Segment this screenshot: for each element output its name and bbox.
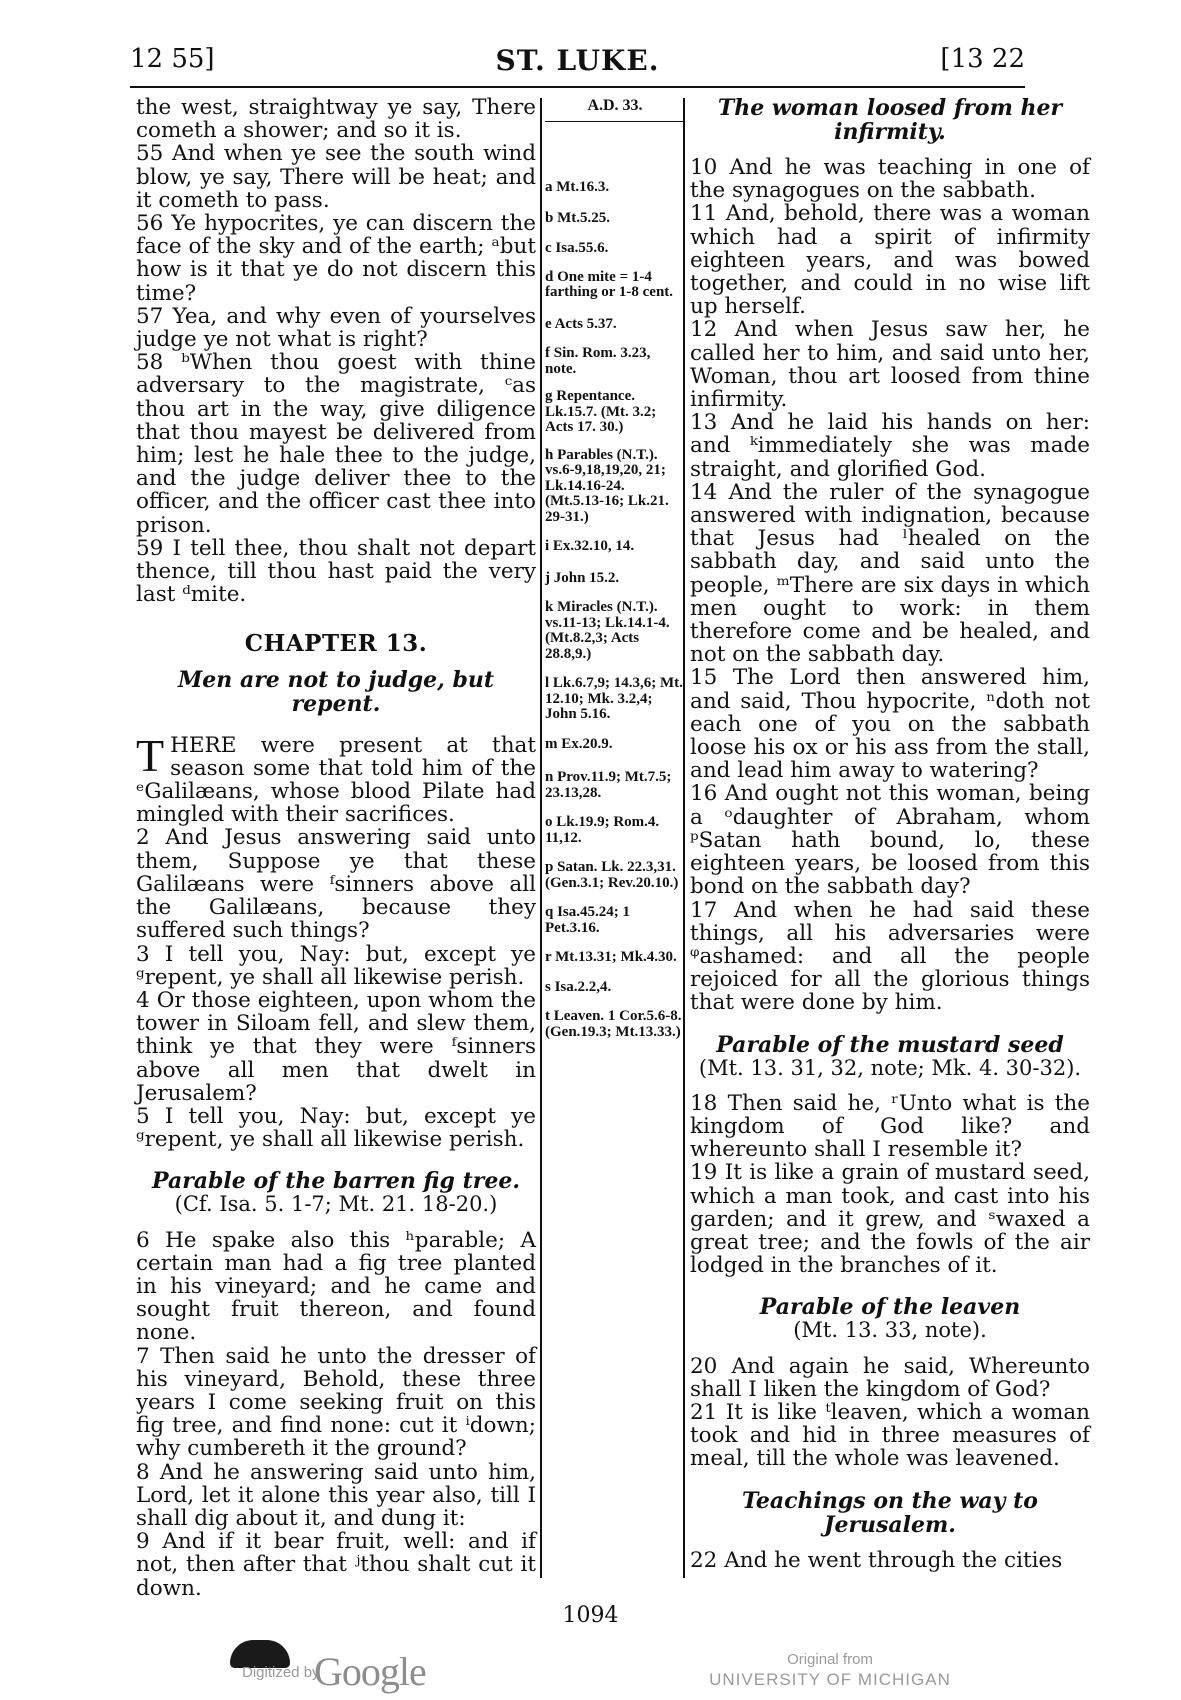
margin-note: t Leaven. 1 Cor.5.6-8. (Gen.19.3; Mt.13.33.) xyxy=(545,1008,682,1040)
margin-note: e Acts 5.37. xyxy=(545,315,617,332)
margin-note: k Miracles (N.T.). vs.11-13; Lk.14.1-4. (Mt.8.2,3; Acts 28.8,9.) xyxy=(545,599,670,662)
google-logo: Google xyxy=(314,1649,426,1694)
margin-note: s Isa.2.2,4. xyxy=(545,978,612,995)
verse-text: 10 And he was teaching in one of the synagogues on the sabbath. xyxy=(690,155,1090,204)
margin-note: c Isa.55.6. xyxy=(545,240,609,256)
verse-text: the west, straightway ye say, There cometh a shower; and so it is. xyxy=(136,95,536,144)
verse-text: 13 And he laid his hands on her: and ᵏimmediately she was made straight, and glorified God. xyxy=(690,410,1090,482)
header-rule xyxy=(130,86,1025,88)
verse-text: 58 ᵇWhen thou goest with thine adversary to the magistrate, ᶜas thou art in the way, give diligence that thou mayest be delivered from him; lest he hale thee to the judge, and the judge deliver thee to the officer, and the officer cast thee into prison. xyxy=(136,350,536,538)
margin-note: l Lk.6.7,9; 14.3,6; Mt. 12.10; Mk. 3.2,4; John 5.16. xyxy=(545,675,683,722)
running-header xyxy=(130,44,1025,82)
verse-text-body: HERE were present at that season some that told him of the ᵉGalilæans, whose blood Pilate had mingled with their sacrifices. xyxy=(136,732,536,828)
verse-text: 12 And when Jesus saw her, he called her to him, and said unto her, Woman, thou art loosed from thine infirmity. xyxy=(690,317,1090,413)
margin-note: g Repentance. Lk.15.7. (Mt. 3.2; Acts 17. 30.) xyxy=(545,388,657,435)
verse-text: 5 I tell you, Nay: but, except ye ᵍrepent, ye shall all likewise perish. xyxy=(136,1103,536,1153)
verse-text: 20 And again he said, Whereunto shall I liken the kingdom of God? xyxy=(690,1353,1090,1402)
margin-note: q Isa.45.24; 1 Pet.3.16. xyxy=(545,904,631,936)
verse-text: 15 The Lord then answered him, and said, Thou hypocrite, ⁿdoth not each one of you on the sabbath loose his ox or his ass from the stall, and lead him away to watering? xyxy=(690,665,1090,784)
verse-text: 9 And if it bear fruit, well: and if not, then after that ʲthou shalt cut it down. xyxy=(136,1529,536,1601)
verse-text: 8 And he answering said unto him, Lord, let it alone this year also, till I shall dig about it, and dung it: xyxy=(136,1459,536,1531)
left-text-column xyxy=(136,96,536,1600)
verse-text: 11 And, behold, there was a woman which had a spirit of infirmity eighteen years, and was bowed together, and could in no wise lift up herself. xyxy=(690,201,1090,320)
verse-text: 6 He spake also this ʰparable; A certain man had a fig tree planted in his vineyard; and he came and sought fruit thereon, and found none. xyxy=(136,1227,536,1346)
verse-text: 17 And when he had said these things, all his adversaries were ᵠashamed: and all the people rejoiced for all the glorious things that were done by him. xyxy=(690,897,1090,1016)
section-heading: Teachings on the way to Jerusalem. xyxy=(742,1487,1038,1538)
margin-note: a Mt.16.3. xyxy=(545,179,610,195)
drop-cap: T xyxy=(136,729,165,781)
verse-text: 7 Then said he unto the dresser of his vineyard, Behold, these three years I come seeking fruit on this fig tree, and find none: cut it ⁱdown; why cumbereth it the ground? xyxy=(136,1343,536,1462)
verse-text: 22 And he went through the cities xyxy=(690,1547,1063,1573)
margin-note: r Mt.13.31; Mk.4.30. xyxy=(545,949,677,965)
header-right-reference: [13 22 xyxy=(940,44,1025,74)
section-heading: Parable of the mustard seed xyxy=(716,1031,1064,1058)
header-left-reference: 12 55] xyxy=(130,44,215,74)
verse-text: 59 I tell thee, thou shalt not depart thence, till thou hast paid the very last ᵈmite. xyxy=(136,535,536,608)
margin-note: d One mite = 1-4 farthing or 1-8 cent. xyxy=(545,268,674,300)
column-divider-left xyxy=(540,98,542,1578)
original-from-label: Original from xyxy=(787,1651,873,1668)
verse-text: 57 Yea, and why even of yourselves judge ye not what is right? xyxy=(136,303,536,353)
verse-text: 19 It is like a grain of mustard seed, which a man took, and cast into his garden; and it grew, and ˢwaxed a great tree; and the fowls of the air lodged in the branches of it. xyxy=(690,1160,1090,1279)
margin-note: m Ex.20.9. xyxy=(545,735,613,752)
section-reference: (Cf. Isa. 5. 1-7; Mt. 21. 18-20.) xyxy=(174,1192,498,1217)
margin-note: j John 15.2. xyxy=(545,569,620,586)
university-label: UNIVERSITY OF MICHIGAN xyxy=(709,1670,951,1689)
verse-text: 14 And the ruler of the synagogue answered with indignation, because that Jesus had ˡhealed on the sabbath day, and said unto the people, ᵐThere are six days in which men ought to work: in them therefore come and be healed, and not on the sabbath day. xyxy=(690,479,1090,668)
verse-text: 16 And ought not this woman, being a ᵒdaughter of Abraham, whom ᵖSatan hath bound, lo, these eighteen years, be loosed from this bond on the sabbath day? xyxy=(690,781,1090,900)
margin-note: p Satan. Lk. 22.3,31. (Gen.3.1; Rev.20.10.) xyxy=(545,859,679,891)
verse-text: 2 And Jesus answering said unto them, Suppose ye that these Galilæans were ᶠsinners above all the Galilæans, because they suffered such things? xyxy=(136,825,536,944)
page-number: 1094 xyxy=(562,1603,619,1628)
chapter-heading: CHAPTER 13. xyxy=(244,630,428,658)
verse-text xyxy=(136,729,536,828)
section-reference: (Mt. 13. 31, 32, note; Mk. 4. 30-32). xyxy=(698,1055,1082,1080)
verse-text: 21 It is like ᵗleaven, which a woman took and hid in three measures of meal, till the whole was leavened. xyxy=(690,1399,1090,1472)
verse-text: 56 Ye hypocrites, ye can discern the face of the sky and of the earth; ᵃbut how is it that ye do not discern this time? xyxy=(136,211,536,306)
section-heading: Men are not to judge, but repent. xyxy=(177,666,495,717)
header-book-title: ST. LUKE. xyxy=(495,44,660,77)
right-text-column xyxy=(690,96,1090,1572)
margin-note: b Mt.5.25. xyxy=(545,209,610,226)
section-heading: The woman loosed from her infirmity. xyxy=(717,95,1063,145)
section-reference: (Mt. 13. 33, note). xyxy=(793,1318,987,1343)
verse-text: 4 Or those eighteen, upon whom the tower in Siloam fell, and slew them, think ye that they were ᶠsinners above all men that dwelt in Jerusalem? xyxy=(136,987,536,1106)
date-label: A.D. 33. xyxy=(587,97,643,114)
margin-note: n Prov.11.9; Mt.7.5; 23.13,28. xyxy=(545,769,672,801)
margin-note: f Sin. Rom. 3.23, note. xyxy=(545,345,651,377)
section-heading: Parable of the barren fig tree. xyxy=(152,1168,520,1195)
margin-note: o Lk.19.9; Rom.4. 11,12. xyxy=(545,814,660,846)
section-heading: Parable of the leaven xyxy=(759,1294,1021,1321)
verse-text: 55 And when ye see the south wind blow, ye say, There will be heat; and it cometh to pass. xyxy=(136,141,536,213)
verse-text: 3 I tell you, Nay: but, except ye ᵍrepent, ye shall all likewise perish. xyxy=(136,941,536,990)
digitized-by-label: Digitized by xyxy=(242,1664,320,1681)
marginal-references xyxy=(545,96,685,1040)
margin-note: i Ex.32.10, 14. xyxy=(545,538,635,554)
margin-note: h Parables (N.T.). vs.6-9,18,19,20, 21; Lk.14.16-24. (Mt.5.13-16; Lk.21. 29-31.) xyxy=(545,446,669,525)
verse-text: 18 Then said he, ʳUnto what is the kingdom of God like? and whereunto shall I resemble it? xyxy=(690,1090,1090,1163)
digitized-by-google-watermark xyxy=(230,1640,450,1694)
original-source-watermark xyxy=(700,1650,960,1690)
